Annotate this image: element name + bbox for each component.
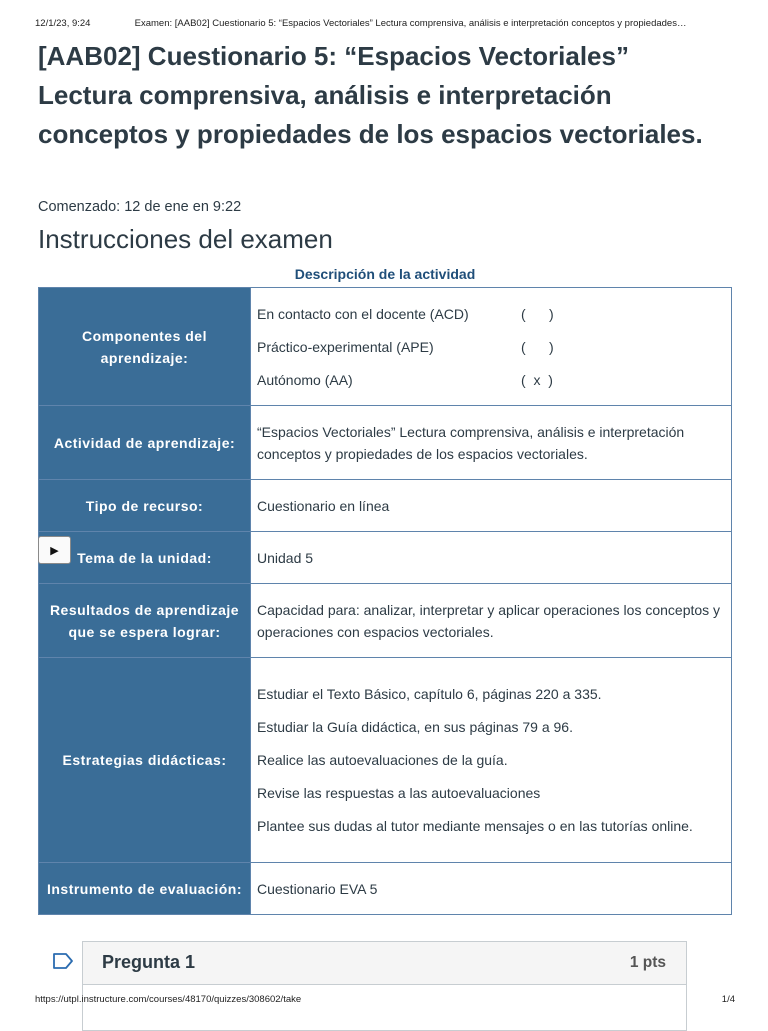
- strategy-item: Estudiar el Texto Básico, capítulo 6, páginas 220 a 335.: [257, 686, 602, 702]
- unit-value: Unidad 5: [251, 532, 732, 584]
- strategy-item: Revise las respuestas a las autoevaluaciones: [257, 785, 541, 801]
- table-row-resource: [39, 480, 732, 532]
- outcomes-value: Capacidad para: analizar, interpretar y aplicar operaciones los conceptos y operaciones con espacios vectoriales.: [251, 584, 732, 658]
- component-item: [257, 297, 723, 330]
- started-timestamp: Comenzado: 12 de ene en 9:22: [38, 199, 242, 215]
- instructions-heading: Instrucciones del examen: [38, 224, 333, 254]
- table-row-outcomes: [39, 584, 732, 658]
- question-points: 1 pts: [629, 954, 666, 971]
- component-item: [257, 330, 723, 363]
- outcomes-label: Resultados de aprendizaje que se espera lograr:: [39, 584, 251, 658]
- strategy-item: Estudiar la Guía didáctica, en sus páginas 79 a 96.: [257, 719, 573, 735]
- instrument-value: Cuestionario EVA 5: [251, 863, 732, 915]
- component-name: Autónomo (AA): [257, 371, 353, 388]
- print-header: [35, 18, 738, 29]
- strategy-item: Plantee sus dudas al tutor mediante mensajes o en las tutorías online.: [257, 818, 693, 834]
- unit-label: Tema de la unidad:: [39, 532, 251, 584]
- strategies-value: [251, 658, 732, 863]
- strategy-item: Realice las autoevaluaciones de la guía.: [257, 752, 508, 768]
- print-url: https://utpl.instructure.com/courses/48170/quizzes/308602/take: [35, 994, 302, 1005]
- question-title: Pregunta 1: [102, 952, 196, 972]
- instrument-label: Instrumento de evaluación:: [39, 863, 251, 915]
- strategies-label: Estrategias didácticas:: [39, 658, 251, 863]
- print-date: 12/1/23, 9:24: [35, 18, 91, 29]
- components-value: [251, 288, 732, 406]
- table-row-components: [39, 288, 732, 406]
- bookmark-flag-icon[interactable]: [52, 952, 74, 970]
- table-row-activity: [39, 406, 732, 480]
- component-item: [257, 363, 723, 396]
- quiz-title: [AAB02] Cuestionario 5: “Espacios Vectoriales” Lectura comprensiva, análisis e interpretación conceptos y propiedades de los espacios vectoriales.: [38, 41, 703, 149]
- play-button[interactable]: [38, 536, 71, 564]
- component-mark: ( ): [521, 305, 554, 322]
- print-page-number: 1/4: [721, 994, 735, 1005]
- component-name: Práctico-experimental (APE): [257, 338, 434, 355]
- play-icon: ▶: [50, 544, 59, 557]
- table-row-unit: [39, 532, 732, 584]
- component-mark: ( ): [521, 338, 554, 355]
- resource-label: Tipo de recurso:: [39, 480, 251, 532]
- activity-value: “Espacios Vectoriales” Lectura comprensiva, análisis e interpretación conceptos y propiedades de los espacios vectoriales.: [251, 406, 732, 480]
- activity-label: Actividad de aprendizaje:: [39, 406, 251, 480]
- question-card: [82, 941, 687, 1031]
- component-name: En contacto con el docente (ACD): [257, 305, 469, 322]
- component-mark: ( x ): [521, 371, 553, 388]
- activity-description-table: [38, 287, 732, 915]
- components-label: Componentes del aprendizaje:: [39, 288, 251, 406]
- print-footer: [35, 994, 735, 1005]
- table-row-strategies: [39, 658, 732, 863]
- resource-value: Cuestionario en línea: [251, 480, 732, 532]
- question-header: [83, 942, 686, 985]
- table-row-instrument: [39, 863, 732, 915]
- table-caption: Descripción de la actividad: [294, 266, 476, 282]
- print-page-title: Examen: [AAB02] Cuestionario 5: “Espacios Vectoriales” Lectura comprensiva, análisis e interpretación conceptos y propiedades…: [134, 18, 687, 29]
